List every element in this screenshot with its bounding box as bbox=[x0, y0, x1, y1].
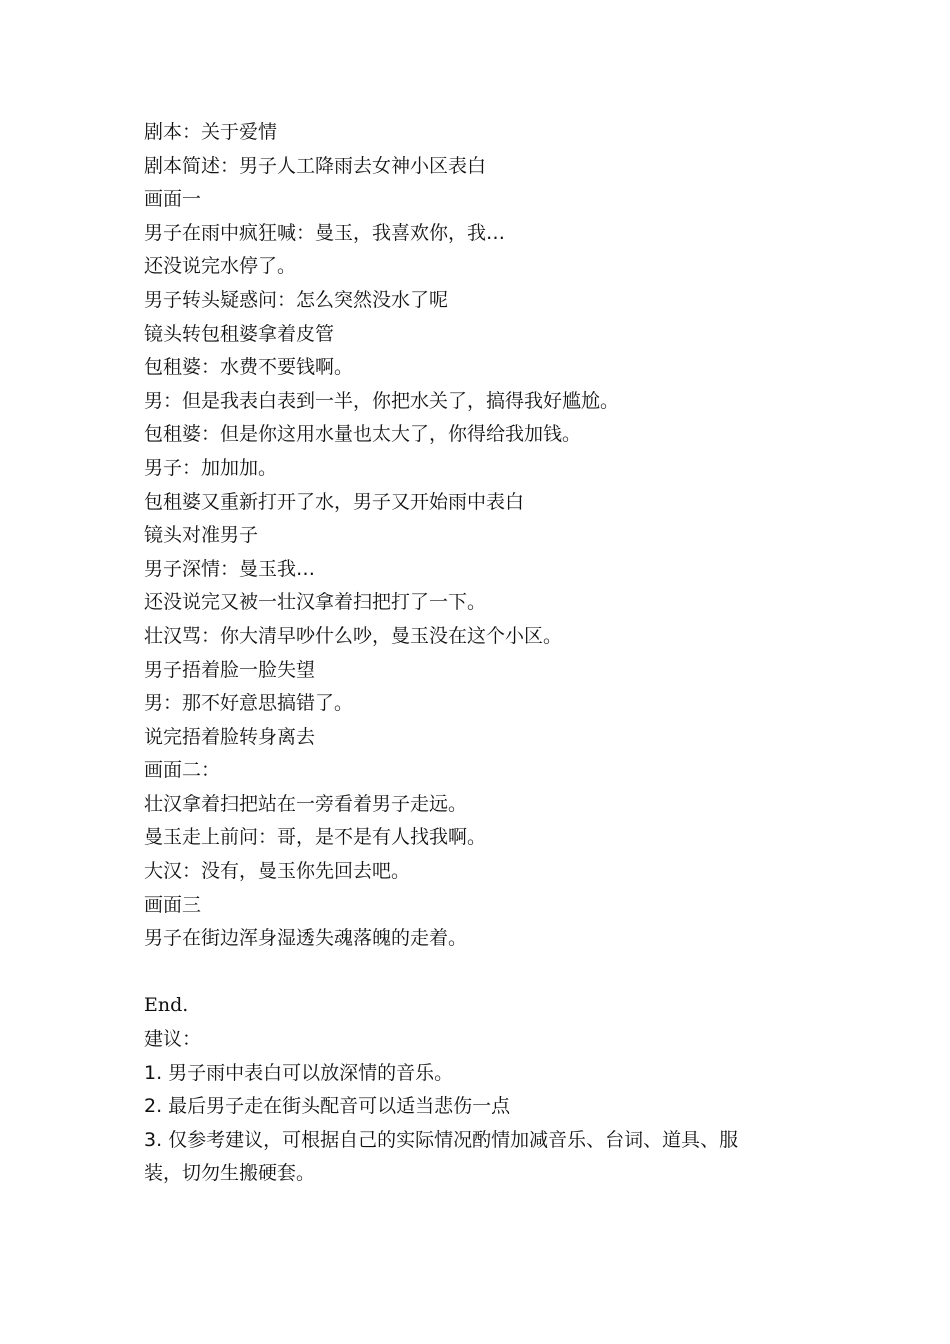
scene-1-line: 包租婆：但是你这用水量也太大了，你得给我加钱。 bbox=[144, 423, 582, 446]
script-title: 剧本：关于爱情 bbox=[144, 121, 278, 143]
suggestion-item: 2. 最后男子走在街头配音可以适当悲伤一点 bbox=[144, 1095, 511, 1118]
scene-1-line: 壮汉骂：你大清早吵什么吵，曼玉没在这个小区。 bbox=[144, 624, 563, 647]
script-summary: 剧本简述：男子人工降雨去女神小区表白 bbox=[144, 154, 487, 177]
scene-1-line: 男：但是我表白表到一半，你把水关了，搞得我好尴尬。 bbox=[144, 389, 620, 412]
scene-1-line: 男子在雨中疯狂喊：曼玉，我喜欢你，我… bbox=[144, 221, 506, 244]
scene-1-line: 男子深情：曼玉我… bbox=[144, 557, 316, 580]
end-marker: End. bbox=[144, 994, 189, 1017]
scene-1-line: 男子：加加加。 bbox=[144, 456, 278, 479]
scene-1-line: 男：那不好意思搞错了。 bbox=[144, 692, 354, 715]
suggestion-item: 3. 仅参考建议，可根据自己的实际情况酌情加减音乐、台词、道具、服装，切勿生搬硬套。 bbox=[144, 1128, 739, 1185]
scene-3-heading: 画面三 bbox=[144, 893, 202, 916]
scene-1-line: 镜头对准男子 bbox=[144, 524, 259, 547]
scene-2-line: 大汉：没有，曼玉你先回去吧。 bbox=[144, 860, 411, 883]
scene-2-heading: 画面二： bbox=[144, 759, 221, 782]
blank-line bbox=[144, 956, 744, 990]
script-body bbox=[144, 116, 744, 1191]
scene-1-line: 还没说完水停了。 bbox=[144, 255, 297, 278]
scene-1-line: 说完捂着脸转身离去 bbox=[144, 725, 316, 748]
scene-1-line: 包租婆又重新打开了水，男子又开始雨中表白 bbox=[144, 490, 525, 513]
scene-1-heading: 画面一 bbox=[144, 188, 202, 211]
scene-2-line: 壮汉拿着扫把站在一旁看着男子走远。 bbox=[144, 792, 468, 815]
scene-1-line: 镜头转包租婆拿着皮管 bbox=[144, 322, 335, 345]
scene-2-line: 曼玉走上前问：哥，是不是有人找我啊。 bbox=[144, 826, 487, 849]
scene-1-line: 包租婆：水费不要钱啊。 bbox=[144, 356, 354, 379]
scene-1-line: 还没说完又被一壮汉拿着扫把打了一下。 bbox=[144, 591, 487, 614]
scene-3-line: 男子在街边浑身湿透失魂落魄的走着。 bbox=[144, 927, 468, 950]
suggestions-heading: 建议： bbox=[144, 1028, 202, 1051]
scene-1-line: 男子捂着脸一脸失望 bbox=[144, 658, 316, 681]
suggestion-item: 1. 男子雨中表白可以放深情的音乐。 bbox=[144, 1061, 454, 1084]
scene-1-line: 男子转头疑惑问：怎么突然没水了呢 bbox=[144, 288, 449, 311]
